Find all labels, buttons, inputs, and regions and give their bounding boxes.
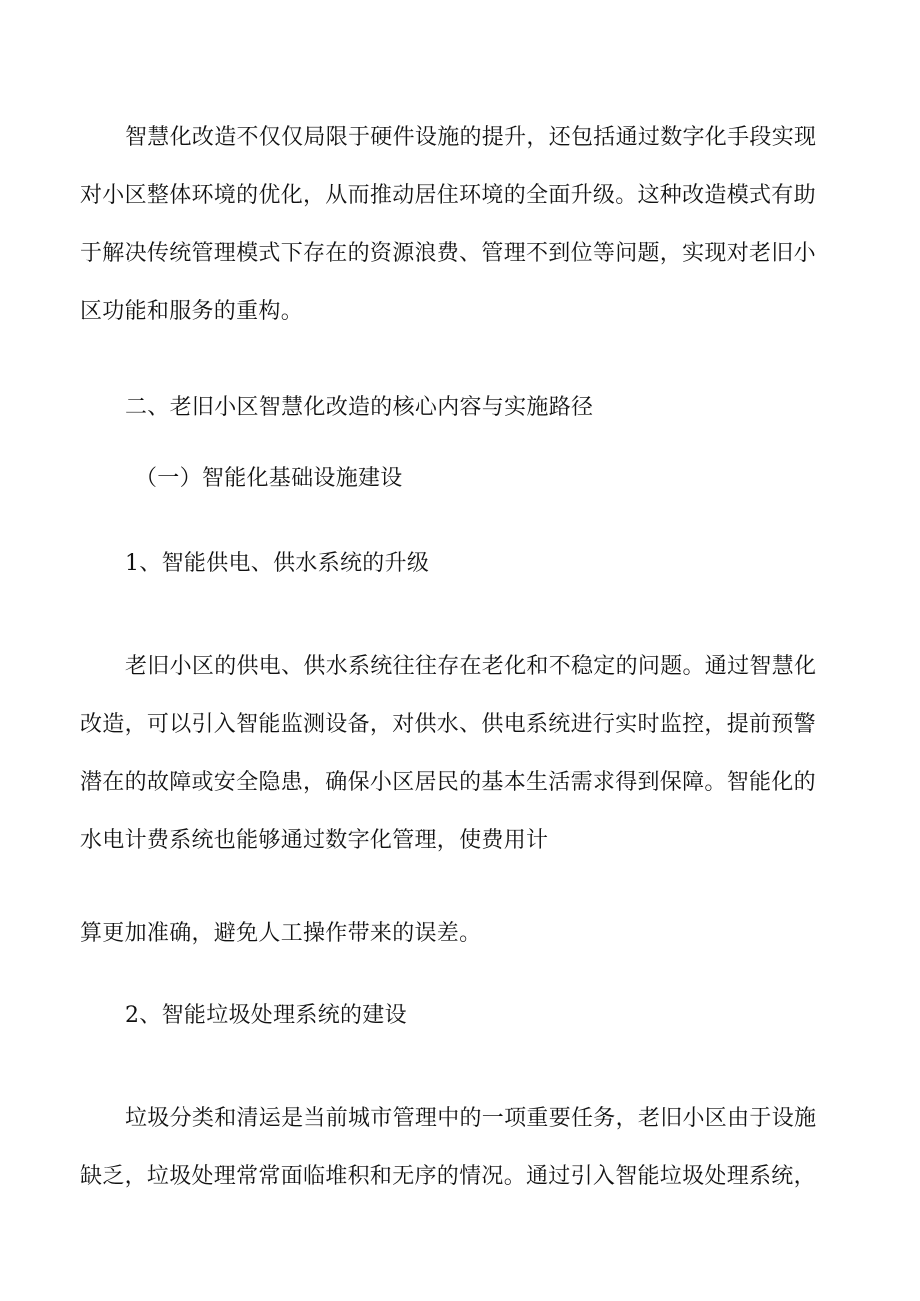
paragraph-line: 缺乏，垃圾处理常常面临堆积和无序的情况。通过引入智能垃圾处理系统， bbox=[80, 1164, 816, 1189]
paragraph-line: 算更加准确，避免人工操作带来的误差。 bbox=[80, 921, 482, 946]
section-heading: 二、老旧小区智慧化改造的核心内容与实施路径 bbox=[125, 395, 594, 420]
subsection-heading: （一）智能化基础设施建设 bbox=[135, 466, 403, 491]
paragraph-continuation bbox=[80, 905, 840, 963]
item-heading-power-water: 1、智能供电、供水系统的升级 bbox=[125, 551, 430, 576]
paragraph-line: 老旧小区的供电、供水系统往往存在老化和不稳定的问题。通过智慧化 bbox=[125, 654, 817, 679]
paragraph-line: 改造，可以引入智能监测设备，对供水、供电系统进行实时监控，提前预警 bbox=[80, 712, 816, 737]
paragraph-line: 水电计费系统也能够通过数字化管理，使费用计 bbox=[80, 828, 549, 853]
paragraph-power-water bbox=[80, 638, 840, 870]
paragraph-intro bbox=[80, 109, 840, 341]
paragraph-line: 潜在的故障或安全隐患，确保小区居民的基本生活需求得到保障。智能化的 bbox=[80, 770, 816, 795]
paragraph-garbage bbox=[80, 1090, 840, 1206]
paragraph-line: 于解决传统管理模式下存在的资源浪费、管理不到位等问题，实现对老旧小 bbox=[80, 241, 816, 266]
paragraph-line: 对小区整体环境的优化，从而推动居住环境的全面升级。这种改造模式有助 bbox=[80, 183, 816, 208]
item-heading-garbage: 2、智能垃圾处理系统的建设 bbox=[125, 1003, 407, 1028]
paragraph-line: 垃圾分类和清运是当前城市管理中的一项重要任务，老旧小区由于设施 bbox=[125, 1106, 817, 1131]
paragraph-line: 智慧化改造不仅仅局限于硬件设施的提升，还包括通过数字化手段实现 bbox=[125, 125, 817, 150]
paragraph-line: 区功能和服务的重构。 bbox=[80, 299, 304, 324]
